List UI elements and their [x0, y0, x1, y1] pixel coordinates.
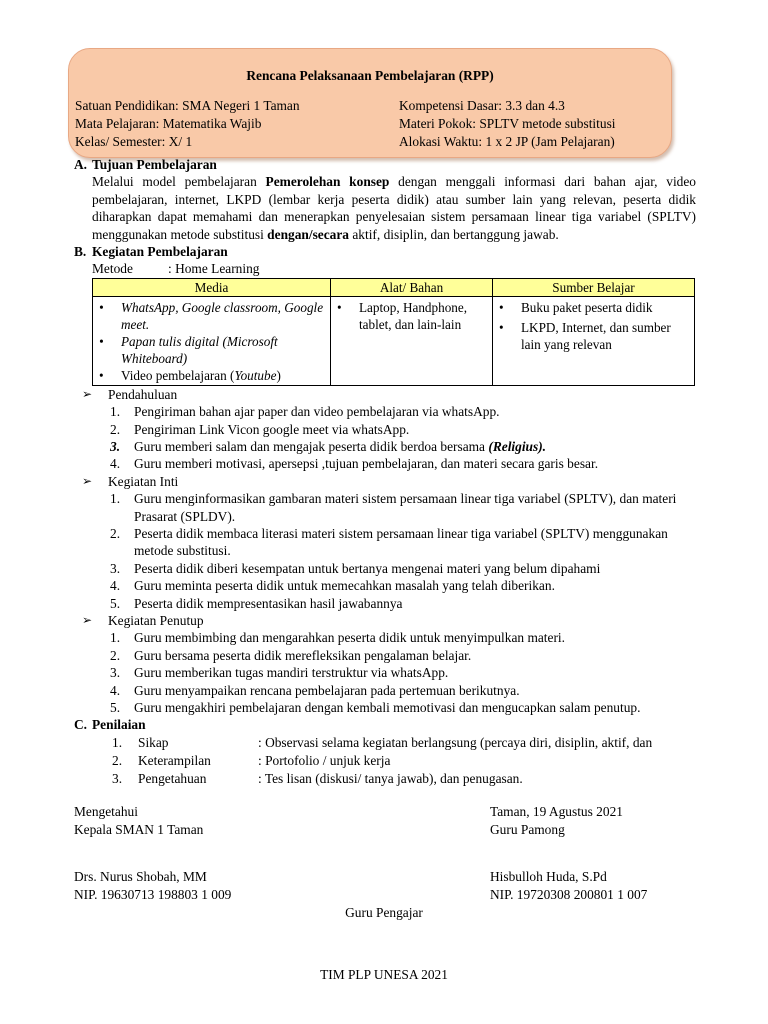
penilaian-method: : Portofolio / unjuk kerja [258, 753, 391, 769]
list-number: 4. [110, 456, 121, 472]
list-text: Pengiriman bahan ajar paper dan video pembelajaran via whatsApp. [134, 404, 500, 420]
list-item [74, 403, 696, 420]
bullet: • [499, 299, 504, 315]
metode-line [92, 260, 696, 277]
pendahuluan-heading [82, 386, 696, 403]
list-number: 3. [110, 560, 121, 576]
table-header-alat: Alat/ Bahan [331, 278, 493, 296]
header-box [68, 48, 672, 158]
satuan-pendidikan: Satuan Pendidikan: SMA Negeri 1 Taman [75, 98, 300, 113]
header-left-column [75, 97, 300, 151]
list-number: 2. [112, 753, 123, 769]
section-a-title [74, 156, 696, 173]
list-number: 1. [110, 404, 121, 420]
signature-right-top [490, 803, 623, 839]
alat-cell [331, 296, 493, 385]
list-item [74, 525, 696, 560]
list-text: Guru memberi motivasi, apersepsi ,tujuan pembelajaran, dan materi secara garis besar. [134, 456, 599, 472]
list-item [74, 577, 696, 594]
penilaian-method: : Observasi selama kegiatan berlangsung (percaya diri, disiplin, aktif, dan [258, 734, 653, 750]
list-number: 2. [110, 526, 121, 542]
penilaian-aspect: Pengetahuan [138, 771, 207, 787]
signature-date: Taman, 19 Agustus 2021 [490, 804, 623, 819]
media-table [92, 278, 695, 386]
tujuan-paragraph [92, 173, 696, 243]
sumber-item [497, 319, 690, 353]
arrow-bullet-icon: ➢ [82, 386, 93, 401]
list-item [74, 438, 696, 455]
media-item-text: WhatsApp, Google classroom, Google meet. [121, 299, 324, 332]
signatory-name: Hisbulloh Huda, S.Pd [490, 869, 607, 884]
list-item [74, 560, 696, 577]
signature-left-top [74, 803, 203, 839]
subsection-title: Pendahuluan [108, 386, 178, 402]
list-number: 2. [110, 421, 121, 437]
penilaian-row [92, 734, 696, 752]
section-letter: B. [74, 244, 87, 260]
list-number: 1. [112, 734, 123, 750]
footer-text: TIM PLP UNESA 2021 [320, 967, 448, 982]
list-item [74, 595, 696, 612]
list-number: 4. [110, 682, 121, 698]
list-item [74, 629, 696, 646]
list-number: 3. [110, 439, 121, 454]
bullet: • [337, 299, 342, 315]
list-text: Guru menginformasikan gambaran materi sistem persamaan linear tiga variabel (SPLTV), dan materi Prasarat (SPLDV). [134, 491, 677, 524]
alat-item-text: Laptop, Handphone, tablet, dan lain-lain [359, 299, 468, 332]
table-header-sumber: Sumber Belajar [493, 278, 695, 296]
media-cell [93, 296, 331, 385]
signature-role: Guru Pamong [490, 822, 565, 837]
list-number: 1. [110, 630, 121, 646]
media-item-text: Papan tulis digital (Microsoft Whiteboard) [121, 333, 278, 366]
bullet: • [499, 319, 504, 335]
list-item [74, 664, 696, 681]
list-text: Pengiriman Link Vicon google meet via whatsApp. [134, 421, 410, 437]
arrow-bullet-icon: ➢ [82, 473, 93, 488]
sumber-item-text: LKPD, Internet, dan sumber lain yang relevan [521, 319, 671, 352]
signature-role: Kepala SMAN 1 Taman [74, 822, 204, 837]
section-heading: Penilaian [92, 717, 146, 733]
list-text: Peserta didik membaca literasi materi sistem persamaan linear tiga variabel (SPLTV) menggunakan metode substitusi. [134, 526, 668, 559]
bullet: • [99, 333, 104, 349]
signature-right-bottom [490, 868, 647, 904]
list-text: Guru bersama peserta didik merefleksikan pengalaman belajar. [134, 647, 472, 663]
penilaian-method: : Tes lisan (diskusi/ tanya jawab), dan penugasan. [258, 771, 523, 787]
signatory-name: Drs. Nurus Shobah, MM [74, 869, 207, 884]
section-letter: C. [74, 717, 88, 733]
materi-pokok: Materi Pokok: SPLTV metode substitusi [399, 116, 616, 131]
document-body [74, 156, 696, 788]
list-number: 2. [110, 647, 121, 663]
kompetensi-dasar: Kompetensi Dasar: 3.3 dan 4.3 [399, 98, 565, 113]
signature-left-bottom [74, 868, 231, 904]
list-number: 5. [110, 595, 121, 611]
list-text: Guru menyampaikan rencana pembelajaran pada pertemuan berikutnya. [134, 682, 520, 698]
subsection-title: Kegiatan Penutup [108, 613, 204, 629]
media-item-text: Video pembelajaran ( [121, 367, 235, 383]
signature-text: Mengetahui [74, 804, 138, 819]
list-number: 3. [112, 771, 123, 787]
list-text: Peserta didik mempresentasikan hasil jawabannya [134, 595, 403, 611]
mata-pelajaran: Mata Pelajaran: Matematika Wajib [75, 116, 262, 131]
signatory-nip: NIP. 19720308 200801 1 007 [490, 887, 648, 902]
list-text-bold: (Religius). [488, 439, 547, 454]
list-item [74, 490, 696, 525]
bullet: • [99, 299, 104, 315]
list-number: 5. [110, 700, 121, 716]
list-item [74, 647, 696, 664]
media-item [97, 333, 326, 367]
media-item-italic: Youtube [234, 367, 277, 383]
section-heading: Kegiatan Pembelajaran [92, 244, 228, 260]
list-text: Guru mengakhiri pembelajaran dengan kembali memotivasi dan mengucapkan salam penutup. [134, 700, 641, 716]
metode-value: : Home Learning [168, 261, 260, 277]
subsection-title: Kegiatan Inti [108, 473, 179, 489]
section-heading: Tujuan Pembelajaran [92, 157, 217, 172]
header-right-column [399, 97, 616, 151]
arrow-bullet-icon: ➢ [82, 613, 93, 628]
penilaian-aspect: Sikap [138, 734, 169, 750]
media-item-text: ) [276, 367, 281, 383]
list-text: Guru memberi salam dan mengajak peserta didik berdoa bersama [134, 439, 489, 454]
para-text: Melalui model pembelajaran [92, 174, 266, 190]
list-text: Guru memberikan tugas mandiri terstruktur via whatsApp. [134, 665, 449, 681]
media-item [97, 299, 326, 333]
sumber-item-text: Buku paket peserta didik [521, 299, 653, 315]
inti-heading [82, 473, 696, 490]
alokasi-waktu: Alokasi Waktu: 1 x 2 JP (Jam Pelajaran) [399, 134, 615, 149]
document-title: Rencana Pelaksanaan Pembelajaran (RPP) [246, 68, 494, 83]
list-number: 3. [110, 665, 121, 681]
para-text: aktif, disiplin, dan bertanggung jawab. [349, 226, 559, 242]
penilaian-aspect: Keterampilan [138, 753, 211, 769]
sumber-item [497, 299, 690, 316]
list-item [74, 699, 696, 716]
media-item [97, 367, 326, 384]
signature-center: Guru Pengajar [345, 905, 423, 920]
section-b-title [74, 243, 696, 260]
penutup-heading [82, 612, 696, 629]
para-bold: dengan/secara [267, 226, 349, 242]
para-text: dengan menggali informasi dari bahan ajar, video pembelajaran, internet, LKPD (lembar kerja peserta didik) atau sumber lain yang relevan, peserta didik diharapkan dapat memahami dan menerapkan penyelesaian sistem persamaan linear tiga variabel (SPLTV) menggunakan metode substitusi [92, 174, 697, 242]
sumber-cell [493, 296, 695, 385]
list-item [74, 455, 696, 472]
list-text: Peserta didik diberi kesempatan untuk bertanya mengenai materi yang belum dipahami [134, 560, 601, 576]
bullet: • [99, 367, 104, 383]
list-item [74, 421, 696, 438]
section-c-title [74, 716, 696, 733]
metode-label: Metode [92, 261, 133, 277]
table-header-media: Media [93, 278, 331, 296]
penilaian-row [92, 752, 696, 770]
alat-item [335, 299, 488, 333]
para-bold: Pemerolehan konsep [265, 174, 390, 190]
section-letter: A. [74, 157, 88, 172]
list-text: Guru membimbing dan mengarahkan peserta didik untuk menyimpulkan materi. [134, 630, 565, 646]
penilaian-row [92, 770, 696, 788]
list-item [74, 682, 696, 699]
signatory-nip: NIP. 19630713 198803 1 009 [74, 887, 232, 902]
kelas-semester: Kelas/ Semester: X/ 1 [75, 134, 193, 149]
list-number: 1. [110, 491, 121, 507]
list-number: 4. [110, 578, 121, 594]
list-text: Guru meminta peserta didik untuk memecahkan masalah yang telah diberikan. [134, 578, 555, 594]
